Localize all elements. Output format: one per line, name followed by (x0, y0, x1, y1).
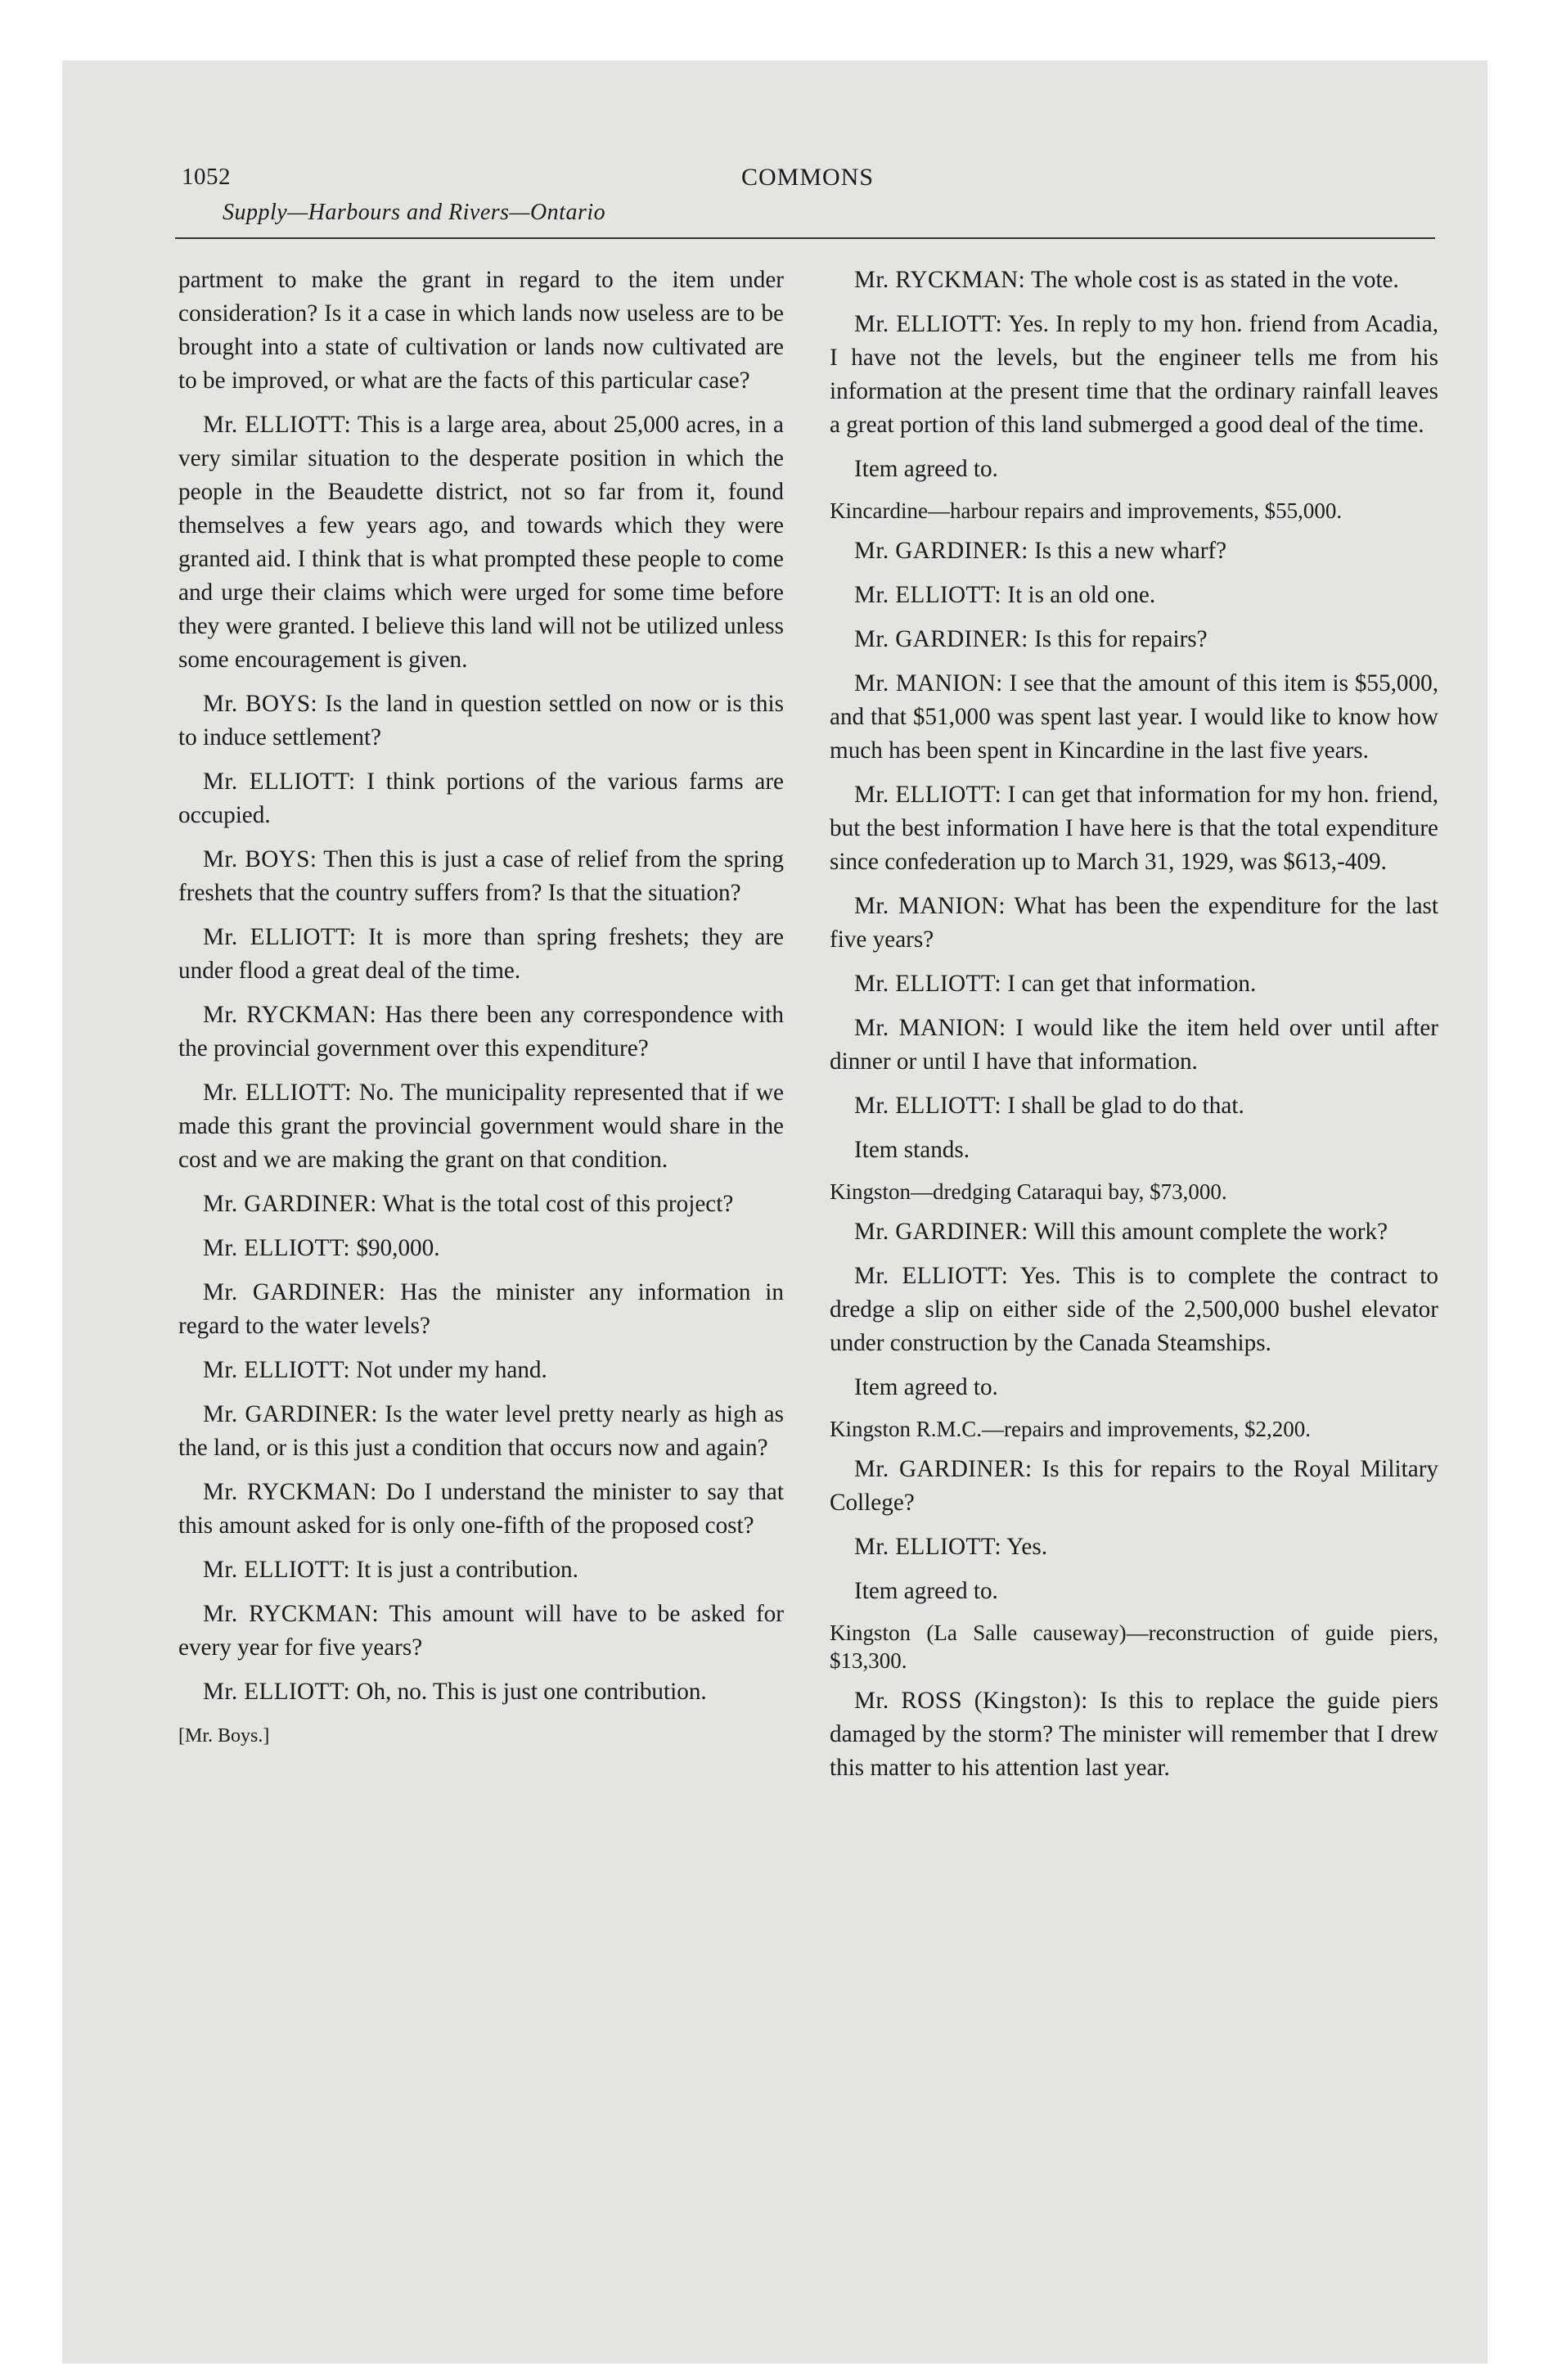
speech-paragraph (830, 534, 1438, 568)
speaker-name: Mr. ELLIOTT: (854, 782, 1002, 808)
speaker-name: Mr. MANION: (854, 670, 1003, 696)
page-number: 1052 (182, 164, 231, 190)
speaker-name: Mr. MANION: (854, 1015, 1006, 1041)
speaker-name: Mr. ELLIOTT: (854, 1534, 1002, 1560)
right-column (830, 264, 1438, 1796)
paragraph-text: This is a large area, about 25,000 acres, in a very similar situation to the desperate position in which the people in the Beaudette district, not so far from it, found themselves a few years ago, and towards which they were granted aid. I think that is what prompted these people to come and urge their claims which were urged for some time before they were granted. I believe this land will not be utilized unless some encouragement is given. (178, 412, 784, 673)
item-status (830, 1371, 1438, 1404)
paragraph-text: I can get that information for my hon. friend, but the best information I have here is that the total expenditure since confederation up to March 31, 1929, was $613,-409. (830, 782, 1439, 875)
speech-paragraph (830, 1215, 1438, 1249)
speaker-name: Mr. GARDINER: (203, 1279, 386, 1305)
paragraph-text: Do I understand the minister to say that this amount asked for is only one-fifth of the proposed cost? (178, 1479, 785, 1539)
speaker-name: Mr. ELLIOTT: (203, 1080, 352, 1106)
speech-paragraph (178, 408, 784, 677)
speech-paragraph (830, 1684, 1438, 1785)
paragraph-text: Yes. This is to complete the contract to dredge a slip on either side of the 2,500,000 bushel elevator under construction by the Canada Steamships. (830, 1263, 1438, 1356)
vote-item (830, 1415, 1438, 1443)
paragraph-text: Then this is just a case of relief from the spring freshets that the country suffers from? Is that the situation? (178, 846, 784, 906)
speaker-name: Mr. ELLIOTT: (203, 769, 356, 795)
speaker-name: Mr. BOYS: (203, 846, 317, 872)
paragraph-text: Kingston (La Salle causeway)—reconstruction of guide piers, $13,300. (830, 1620, 1438, 1673)
speech-paragraph (830, 1012, 1438, 1079)
speaker-name: Mr. GARDINER: (203, 1401, 378, 1427)
paragraph-text: This amount will have to be asked for every year for five years? (178, 1601, 784, 1661)
paragraph-text: I would like the item held over until after dinner or until I have that information. (830, 1015, 1439, 1075)
paragraph-text: It is just a contribution. (356, 1557, 578, 1583)
paragraph-text: Item stands. (854, 1137, 970, 1163)
speaker-name: Mr. GARDINER: (203, 1191, 377, 1217)
footnote: [Mr. Boys.] (178, 1725, 270, 1747)
continued-text (178, 264, 784, 398)
paragraph-text: Kincardine—harbour repairs and improvements, $55,000. (830, 498, 1343, 523)
header-rule (175, 237, 1435, 239)
speech-paragraph (178, 1476, 784, 1543)
speech-paragraph (178, 1188, 784, 1221)
speaker-name: Mr. ELLIOTT: (203, 1679, 351, 1705)
speech-paragraph (178, 1276, 784, 1343)
paragraph-text: Has there been any correspondence with the provincial government over this expenditure? (178, 1002, 785, 1062)
speech-paragraph (178, 1076, 784, 1177)
speech-paragraph (830, 623, 1438, 656)
speaker-name: Mr. ELLIOTT: (854, 1263, 1009, 1289)
speaker-name: Mr. GARDINER: (854, 1456, 1033, 1482)
speech-paragraph (178, 1232, 784, 1265)
paragraph-text: No. The municipality represented that if we made this grant the provincial government would share in the cost and we are making the grant on that condition. (178, 1080, 784, 1173)
speech-paragraph (830, 1453, 1438, 1520)
speaker-name: Mr. ELLIOTT: (854, 582, 1002, 608)
speaker-name: Mr. GARDINER: (854, 1219, 1028, 1245)
speech-paragraph (178, 1398, 784, 1465)
speaker-name: Mr. ELLIOTT: (854, 311, 1002, 337)
speech-paragraph (830, 1260, 1438, 1360)
paragraph-text: Is this for repairs to the Royal Military College? (830, 1456, 1439, 1516)
paragraph-text: Is this for repairs? (1034, 626, 1208, 652)
speaker-name: Mr. ROSS (Kingston): (854, 1688, 1088, 1714)
paragraph-text: Not under my hand. (356, 1357, 547, 1383)
paragraph-text: What is the total cost of this project? (382, 1191, 734, 1217)
paragraph-text: Item agreed to. (854, 1578, 998, 1604)
paragraph-text: Will this amount complete the work? (1033, 1219, 1388, 1245)
speaker-name: Mr. RYCKMAN: (203, 1601, 379, 1627)
paragraph-text: Kingston—dredging Cataraqui bay, $73,000. (830, 1179, 1227, 1204)
paragraph-text: What has been the expenditure for the last five years? (830, 893, 1438, 953)
paragraph-text: partment to make the grant in regard to the item under consideration? Is it a case in which lands now useless are to be brought into a state of cultivation or lands now cultivated are to be improved, or what are the facts of this particular case? (178, 267, 784, 394)
speaker-name: Mr. GARDINER: (854, 626, 1028, 652)
vote-item (830, 1619, 1438, 1675)
paragraph-text: Item agreed to. (854, 456, 998, 482)
running-title: COMMONS (740, 164, 875, 191)
item-status (830, 453, 1438, 486)
paragraph-text: The whole cost is as stated in the vote. (1030, 267, 1399, 293)
paragraph-text: Is this to replace the guide piers damaged by the storm? The minister will remember that I drew this matter to his attention last year. (830, 1688, 1439, 1781)
speech-paragraph (178, 1675, 784, 1709)
paragraph-text: It is more than spring freshets; they are under flood a great deal of the time. (178, 924, 784, 984)
speech-paragraph (830, 579, 1438, 612)
speaker-name: Mr. ELLIOTT: (203, 1357, 351, 1383)
speaker-name: Mr. ELLIOTT: (203, 1235, 351, 1261)
section-title: Supply—Harbours and Rivers—Ontario (223, 200, 606, 225)
speaker-name: Mr. ELLIOTT: (203, 924, 357, 950)
speech-paragraph (178, 921, 784, 988)
speech-paragraph (830, 308, 1438, 442)
speech-paragraph (178, 1354, 784, 1387)
item-status (830, 1134, 1438, 1167)
speaker-name: Mr. GARDINER: (854, 538, 1028, 564)
speech-paragraph (178, 1598, 784, 1665)
speaker-name: Mr. ELLIOTT: (203, 1557, 351, 1583)
speaker-name: Mr. RYCKMAN: (203, 1479, 377, 1505)
speech-paragraph (830, 778, 1438, 879)
paragraph-text: It is an old one. (1007, 582, 1156, 608)
paragraph-text: Has the minister any information in regard to the water levels? (178, 1279, 785, 1339)
speech-paragraph (178, 1553, 784, 1587)
speech-paragraph (178, 998, 784, 1066)
paragraph-text: $90,000. (356, 1235, 440, 1261)
paragraph-text: Is this a new wharf? (1034, 538, 1227, 564)
paragraph-text: Item agreed to. (854, 1374, 998, 1400)
paragraph-text: Yes. (1006, 1534, 1048, 1560)
speech-paragraph (830, 890, 1438, 957)
speech-paragraph (178, 687, 784, 755)
speech-paragraph (178, 765, 784, 832)
speaker-name: Mr. ELLIOTT: (854, 971, 1002, 997)
speaker-name: Mr. MANION: (854, 893, 1006, 919)
speaker-name: Mr. ELLIOTT: (854, 1093, 1002, 1119)
paragraph-text: I can get that information. (1007, 971, 1257, 997)
speaker-name: Mr. RYCKMAN: (854, 267, 1026, 293)
paragraph-text: I shall be glad to do that. (1007, 1093, 1244, 1119)
paragraph-text: Yes. In reply to my hon. friend from Acadia, I have not the levels, but the engineer tells me from his information at the present time that the ordinary rainfall leaves a great portion of this land submerged a good deal of the time. (830, 311, 1438, 438)
speech-paragraph (178, 843, 784, 910)
item-status (830, 1575, 1438, 1608)
paragraph-text: Kingston R.M.C.—repairs and improvements, $2,200. (830, 1417, 1311, 1441)
page-header (182, 164, 1433, 229)
speech-paragraph (830, 1530, 1438, 1564)
speech-paragraph (830, 667, 1438, 768)
paragraph-text: Is the water level pretty nearly as high as the land, or is this just a condition that occurs now and again? (178, 1401, 784, 1461)
speech-paragraph (830, 1089, 1438, 1123)
speech-paragraph (830, 264, 1438, 297)
paragraph-text: I think portions of the various farms are occupied. (178, 769, 785, 828)
speech-paragraph (830, 967, 1438, 1001)
paragraph-text: Is the land in question settled on now or is this to induce settlement? (178, 691, 784, 751)
vote-item (830, 497, 1438, 525)
speaker-name: Mr. RYCKMAN: (203, 1002, 377, 1028)
paragraph-text: I see that the amount of this item is $55,000, and that $51,000 was spent last year. I would like to know how much has been spent in Kincardine in the last five years. (830, 670, 1438, 764)
vote-item (830, 1178, 1438, 1206)
paragraph-text: Oh, no. This is just one contribution. (356, 1679, 707, 1705)
speaker-name: Mr. BOYS: (203, 691, 317, 717)
speaker-name: Mr. ELLIOTT: (203, 412, 352, 438)
left-column (178, 264, 784, 1748)
